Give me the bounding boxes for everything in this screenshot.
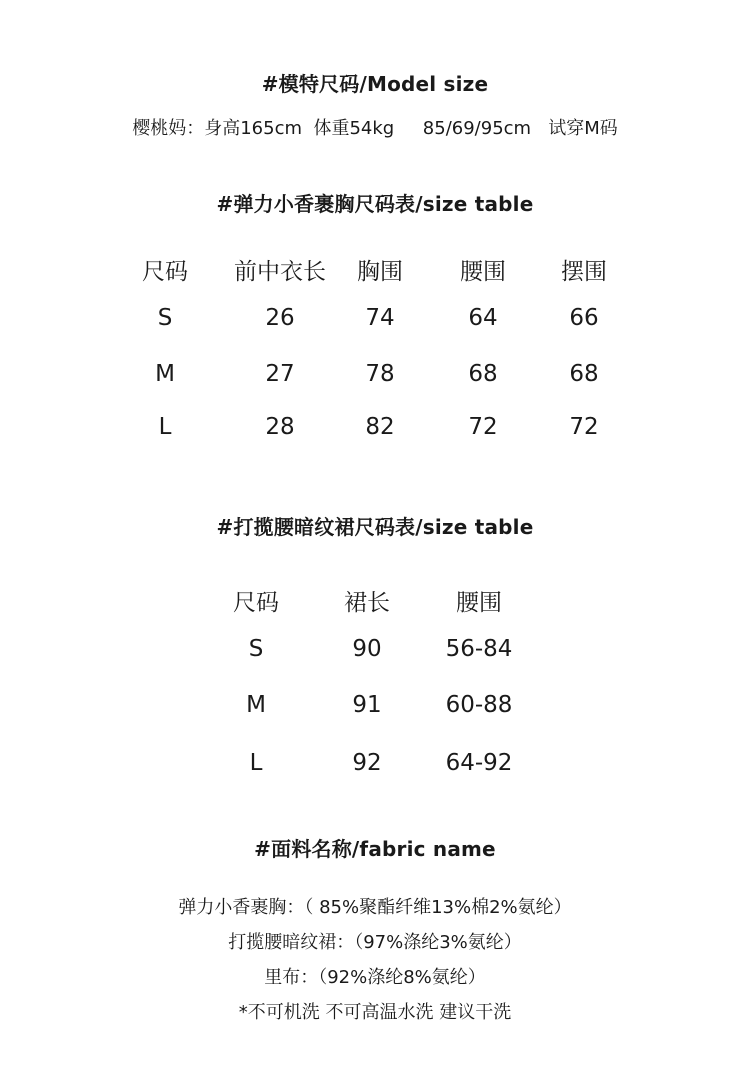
table-header: 腰围	[460, 259, 506, 285]
fabric-line-lining: 里布：（92%涤纶8%氨纶）	[264, 967, 486, 988]
table-cell: 56-84	[445, 636, 513, 662]
table-cell: 72	[468, 414, 498, 440]
top-size-table-title: #弹力小香裹胸尺码表/size table	[216, 192, 534, 216]
table-cell: 68	[468, 361, 498, 387]
table-header: 尺码	[142, 259, 188, 285]
table-cell: 82	[365, 414, 395, 440]
table-cell: M	[155, 361, 175, 387]
table-cell: 27	[265, 361, 295, 387]
table-cell: 91	[352, 692, 382, 718]
table-header: 胸围	[357, 259, 403, 285]
fabric-line-top: 弹力小香裹胸：（ 85%聚酯纤维13%棉2%氨纶）	[178, 897, 572, 918]
table-cell: 28	[265, 414, 295, 440]
care-instructions: *不可机洗 不可高温水洗 建议干洗	[238, 1002, 512, 1023]
table-cell: M	[246, 692, 266, 718]
model-info: 樱桃妈：身高165cm 体重54kg 85/69/95cm 试穿M码	[132, 118, 618, 139]
fabric-line-skirt: 打揽腰暗纹裙：（97%涤纶3%氨纶）	[228, 932, 522, 953]
table-cell: 64	[468, 305, 498, 331]
table-cell: 26	[265, 305, 295, 331]
table-cell: 92	[352, 750, 382, 776]
table-header: 裙长	[344, 590, 390, 616]
table-cell: 60-88	[445, 692, 513, 718]
table-cell: 64-92	[445, 750, 513, 776]
table-cell: 78	[365, 361, 395, 387]
table-header: 摆围	[561, 259, 607, 285]
table-cell: 90	[352, 636, 382, 662]
table-cell: S	[248, 636, 264, 662]
table-cell: S	[157, 305, 173, 331]
table-cell: L	[158, 414, 172, 440]
table-header: 尺码	[233, 590, 279, 616]
skirt-size-table-title: #打揽腰暗纹裙尺码表/size table	[216, 515, 534, 539]
table-cell: 68	[569, 361, 599, 387]
table-cell: L	[249, 750, 263, 776]
table-cell: 74	[365, 305, 395, 331]
fabric-name-title: #面料名称/fabric name	[254, 837, 496, 861]
table-cell: 72	[569, 414, 599, 440]
table-header: 腰围	[456, 590, 502, 616]
table-header: 前中衣长	[234, 259, 326, 285]
model-size-title: #模特尺码/Model size	[261, 72, 489, 96]
table-cell: 66	[569, 305, 599, 331]
